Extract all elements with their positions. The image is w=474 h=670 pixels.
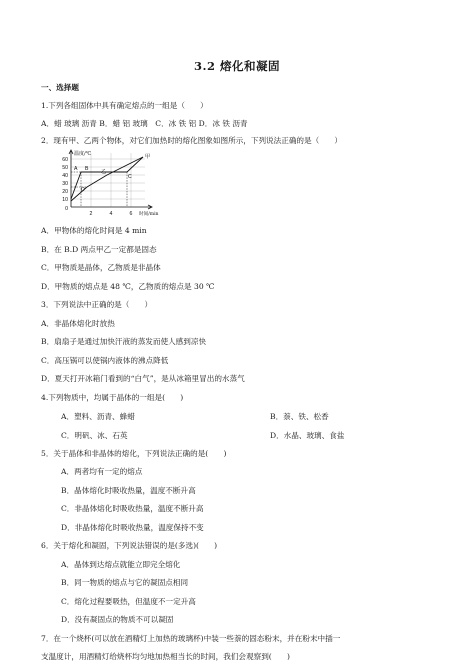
question-2-stem: 2．现有甲、乙两个物体，对它们加热时的熔化图象如图所示，下列说法正确的是（ ） bbox=[41, 136, 342, 145]
question-3-stem: 3．下列说法中正确的是（ ） bbox=[41, 300, 153, 309]
question-5-option-c: C．非晶体熔化时吸收热量，温度不断升高 bbox=[61, 504, 204, 513]
curve-yi bbox=[71, 157, 143, 201]
section-heading: 一、选择题 bbox=[41, 83, 79, 92]
question-6-option-c: C．熔化过程要吸热，但温度不一定升高 bbox=[61, 597, 196, 606]
question-6-option-a: A．晶体到达熔点就能立即完全熔化 bbox=[61, 560, 181, 569]
point-label-c: C bbox=[128, 174, 132, 180]
question-3-option-d: D．夏天打开冰箱门看到的“白气”，是从冰箱里冒出的水蒸气 bbox=[41, 374, 245, 383]
question-1-stem: 1.下列各组固体中具有确定熔点的一组是（ ） bbox=[41, 101, 208, 110]
y-tick-label: 30 bbox=[62, 181, 68, 187]
question-7-line-1: 7．在一个烧杯(可以放在酒精灯上加热的玻璃杯)中装一些萘的固态粉末，并在粉末中插一 bbox=[41, 634, 341, 643]
question-5-stem: 5．关于晶体和非晶体的熔化，下列说法正确的是( ) bbox=[41, 449, 227, 458]
x-axis-label: 时间/min bbox=[139, 212, 159, 217]
question-6-option-b: B．同一物质的熔点与它的凝固点相同 bbox=[61, 578, 189, 587]
page-title: 3.2 熔化和凝固 bbox=[193, 59, 280, 73]
x-tick-label: 6 bbox=[129, 211, 133, 217]
question-4-option-a: A．塑料、沥青、蜂蜡 bbox=[61, 412, 135, 421]
question-3-option-b: B．扇扇子是通过加快汗液的蒸发而使人感到凉快 bbox=[41, 337, 207, 346]
question-6-option-d: D．没有凝固点的物质不可以凝固 bbox=[61, 615, 174, 624]
y-tick-label: 20 bbox=[62, 189, 68, 195]
question-3-option-c: C．高压锅可以使锅内液体的沸点降低 bbox=[41, 356, 169, 365]
point-label-b: B bbox=[85, 166, 89, 172]
question-6-stem: 6．关于熔化和凝固，下列说法错误的是(多选)( ) bbox=[41, 541, 218, 550]
question-4-option-b: B．萘、铁、松香 bbox=[270, 412, 329, 421]
question-5-option-b: B．晶体熔化时吸收热量，温度不断升高 bbox=[61, 486, 196, 495]
y-tick-label: 50 bbox=[62, 165, 68, 171]
question-2-option-d: D．甲物质的熔点是 48 ℃，乙物质的熔点是 30 ℃ bbox=[41, 282, 215, 291]
question-2-option-a: A．甲物体的熔化时间是 4 min bbox=[41, 226, 147, 235]
question-2-option-c: C．甲物质是晶体，乙物质是非晶体 bbox=[41, 263, 161, 272]
y-tick-label: 10 bbox=[62, 197, 68, 203]
curve-label-yi: 乙 bbox=[101, 169, 107, 175]
question-1-options: A．蜡 玻璃 沥青 B．蜡 铝 玻璃 C．冰 铁 铝 D．冰 铁 沥青 bbox=[41, 119, 248, 128]
question-5-option-a: A．两者均有一定的熔点 bbox=[61, 467, 143, 476]
question-4-option-c: C．明矾、冰、石英 bbox=[61, 431, 128, 440]
y-axis-label: 温度/℃ bbox=[74, 151, 92, 157]
question-5-option-d: D．非晶体熔化时吸收热量，温度保持不变 bbox=[61, 523, 204, 532]
y-tick-label: 60 bbox=[62, 157, 68, 163]
y-tick-label: 0 bbox=[65, 206, 68, 212]
question-2-option-b: B．在 B.D 两点甲乙一定都是固态 bbox=[41, 245, 157, 254]
x-tick-label: 4 bbox=[109, 211, 113, 217]
x-tick-label: 2 bbox=[89, 211, 93, 217]
question-7-line-2: 支温度计，用酒精灯给烧杯均匀地加热相当长的时间，我们会观察到( ) bbox=[41, 652, 290, 661]
melting-graph bbox=[55, 149, 165, 219]
question-4-option-d: D．水晶、玻璃、食盐 bbox=[270, 431, 345, 440]
curve-label-jia: 甲 bbox=[145, 154, 151, 160]
point-label-d: D bbox=[81, 187, 85, 193]
question-3-option-a: A．非晶体熔化时放热 bbox=[41, 319, 115, 328]
y-tick-label: 40 bbox=[62, 173, 68, 179]
point-label-a: A bbox=[74, 166, 78, 172]
question-4-stem: 4.下列物质中，均属于晶体的一组是( ) bbox=[41, 393, 184, 402]
